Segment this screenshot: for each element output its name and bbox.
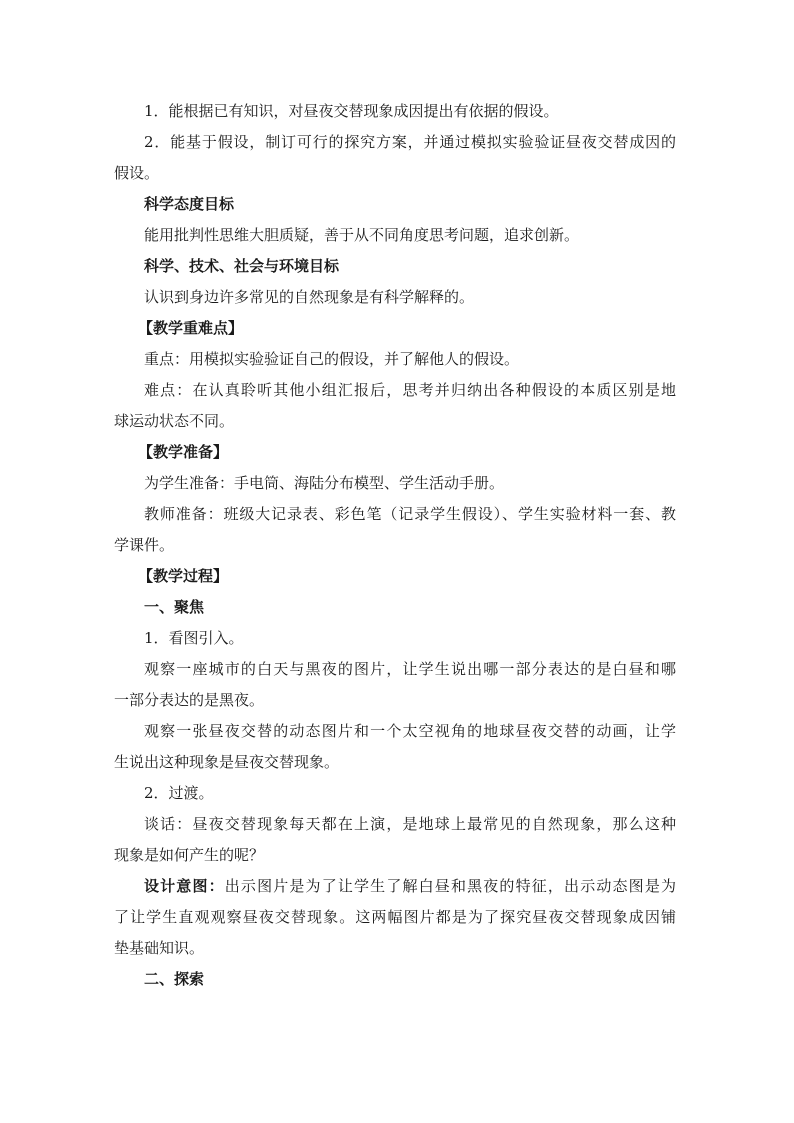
attitude-goal: 能用批判性思维大胆质疑，善于从不同角度思考问题，追求创新。 xyxy=(144,226,580,244)
talk-line-1: 谈话：昼夜交替现象每天都在上演，是地球上最常见的自然现象，那么这种 xyxy=(144,815,676,833)
objective-2-line-1: 2．能基于假设，制订可行的探究方案，并通过模拟实验验证昼夜交替成因的 xyxy=(144,133,676,151)
talk-line-2: 现象是如何产生的呢？ xyxy=(114,846,265,864)
sts-goal: 认识到身边许多常见的自然现象是有科学解释的。 xyxy=(144,288,475,306)
document-page xyxy=(114,96,676,995)
heading-scientific-attitude: 科学态度目标 xyxy=(144,195,235,213)
design-intent-line-1 xyxy=(114,871,676,902)
design-intent-line-2: 了让学生直观观察昼夜交替现象。这两幅图片都是为了探究昼夜交替现象成因铺 xyxy=(114,908,676,926)
objective-1: 1．能根据已有知识，对昼夜交替现象成因提出有依据的假设。 xyxy=(144,102,559,120)
design-intent-text: 出示图片是为了让学生了解白昼和黑夜的特征，出示动态图是为 xyxy=(224,877,676,895)
observe-animation-line-1: 观察一张昼夜交替的动态图片和一个太空视角的地球昼夜交替的动画，让学 xyxy=(144,722,676,740)
heading-focus: 一、聚焦 xyxy=(144,598,205,616)
step-transition: 2．过渡。 xyxy=(144,784,214,802)
step-picture-intro: 1．看图引入。 xyxy=(144,629,244,647)
difficult-point-line-1: 难点：在认真聆听其他小组汇报后，思考并归纳出各种假设的本质区别是地 xyxy=(144,381,676,399)
design-intent-label: 设计意图： xyxy=(144,877,225,895)
heading-preparation: 【教学准备】 xyxy=(138,443,229,461)
design-intent-line-3: 垫基础知识。 xyxy=(114,939,205,957)
teacher-preparation-line-2: 学课件。 xyxy=(114,536,175,554)
heading-explore: 二、探索 xyxy=(144,970,205,988)
teacher-preparation-line-1: 教师准备：班级大记录表、彩色笔（记录学生假设）、学生实验材料一套、教 xyxy=(144,505,676,523)
student-preparation: 为学生准备：手电筒、海陆分布模型、学生活动手册。 xyxy=(144,474,505,492)
heading-teaching-process: 【教学过程】 xyxy=(138,567,229,585)
observe-city-line-1: 观察一座城市的白天与黑夜的图片，让学生说出哪一部分表达的是白昼和哪 xyxy=(144,660,676,678)
heading-sts-goal: 科学、技术、社会与环境目标 xyxy=(144,257,340,275)
objective-2-line-2: 假设。 xyxy=(114,164,160,182)
difficult-point-line-2: 球运动状态不同。 xyxy=(114,412,235,430)
key-point: 重点：用模拟实验验证自己的假设，并了解他人的假设。 xyxy=(144,350,520,368)
observe-city-line-2: 一部分表达的是黑夜。 xyxy=(114,691,265,709)
observe-animation-line-2: 生说出这种现象是昼夜交替现象。 xyxy=(114,753,340,771)
heading-key-points: 【教学重难点】 xyxy=(138,319,244,337)
